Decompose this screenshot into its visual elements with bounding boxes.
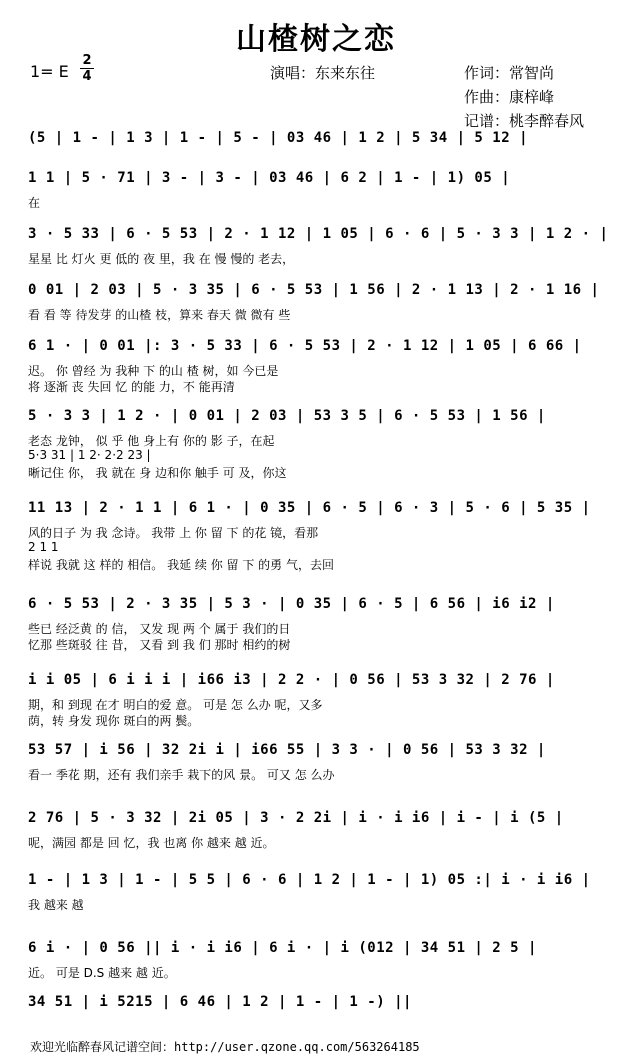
notation-row: 0 01 | 2 03 | 5 · 3 35 | 6 · 5 53 | 1 56 | 2 · 1 13 | 2 · 1 16 | (28, 282, 600, 298)
key-signature: 1= E (30, 62, 69, 81)
lyric-line: 看一 季花 期，还有 我们亲手 栽下的风 景。 可又 怎 么办 (28, 768, 335, 782)
notation-row: 34 51 | i 5215 | 6 46 | 1 2 | 1 - | 1 -) || (28, 994, 412, 1010)
notation-row: 6 · 5 53 | 2 · 3 35 | 5 3 · | 0 35 | 6 · 5 | 6 56 | i6 i2 | (28, 596, 555, 612)
notation-row: 1 1 | 5 · 71 | 3 - | 3 - | 03 46 | 6 2 | 1 - | 1) 05 | (28, 170, 511, 186)
lyric-line: 样说 我就 这 样的 相信。 我延 续 你 留 下 的勇 气，去回 (28, 558, 334, 572)
time-signature (80, 54, 94, 83)
notation-row: (5 | 1 - | 1 3 | 1 - | 5 - | 03 46 | 1 2 | 5 34 | 5 12 | (28, 130, 529, 146)
transcriber-credit: 记谱：桃李醉春风 (464, 112, 585, 130)
lyric-line: 迟。 你 曾经 为 我种 下 的山 楂 树，如 今已是 (28, 364, 279, 378)
lyric-line: 些已 经泛黄 的 信， 又发 现 两 个 属于 我们的日 (28, 622, 291, 636)
notation-row: 53 57 | i 56 | 32 2i i | i66 55 | 3 3 · | 0 56 | 53 3 32 | (28, 742, 546, 758)
lyric-line: 期，和 到现 在才 明白的爱 意。 可是 怎 么办 呢，又多 (28, 698, 323, 712)
notation-row: 6 i · | 0 56 || i · i i6 | 6 i · | i (012 | 34 51 | 2 5 | (28, 940, 537, 956)
singer-credit: 演唱：东来东往 (270, 64, 376, 82)
lyric-line: 荫，转 身发 现你 斑白的两 鬓。 (28, 714, 200, 728)
lyric-line: 忆那 些斑驳 往 昔， 又看 到 我 们 那时 相约的树 (28, 638, 291, 652)
notation-row: 3 · 5 33 | 6 · 5 53 | 2 · 1 12 | 1 05 | 6 · 6 | 5 · 3 3 | 1 2 · | (28, 226, 609, 242)
lyric-line: 将 逐渐 丧 失回 忆 的能 力，不 能再清 (28, 380, 235, 394)
lyric-line: 老态 龙钟， 似 乎 他 身上有 你的 影 子，在起 (28, 434, 275, 448)
lyric-line: 2 1 1 (28, 540, 59, 554)
lyric-line: 看 看 等 待发芽 的山楂 枝，算来 春天 微 微有 些 (28, 308, 291, 322)
lyric-line: 在 (28, 196, 41, 210)
lyric-line: 风的日子 为 我 念诗。 我带 上 你 留 下 的花 镜，看那 (28, 526, 319, 540)
notation-row: 11 13 | 2 · 1 1 | 6 1 · | 0 35 | 6 · 5 | 6 · 3 | 5 · 6 | 5 35 | (28, 500, 591, 516)
footer-credit: 欢迎光临醉春风记谱空间：http://user.qzone.qq.com/563264185 (30, 1040, 420, 1054)
notation-row: i i 05 | 6 i i i | i66 i3 | 2 2 · | 0 56 | 53 3 32 | 2 76 | (28, 672, 555, 688)
song-title: 山楂树之恋 (236, 22, 396, 57)
notation-row: 2 76 | 5 · 3 32 | 2i 05 | 3 · 2 2i | i · i i6 | i - | i (5 | (28, 810, 564, 826)
lyric-line: 晰记住 你， 我 就在 身 边和你 触手 可 及，你这 (28, 466, 287, 480)
composer-credit: 作曲：康梓峰 (464, 88, 555, 106)
lyricist-credit: 作词：常智尚 (464, 64, 555, 82)
notation-row: 5 · 3 3 | 1 2 · | 0 01 | 2 03 | 53 3 5 | 6 · 5 53 | 1 56 | (28, 408, 546, 424)
notation-row: 1 - | 1 3 | 1 - | 5 5 | 6 · 6 | 1 2 | 1 - | 1) 05 :| i · i i6 | (28, 872, 591, 888)
time-signature-top: 2 (82, 53, 92, 68)
notation-row: 6 1 · | 0 01 |: 3 · 5 33 | 6 · 5 53 | 2 · 1 12 | 1 05 | 6 66 | (28, 338, 582, 354)
lyric-line: 星星 比 灯火 更 低的 夜 里，我 在 慢 慢的 老去， (28, 252, 295, 266)
lyric-line: 近。 可是 D.S 越来 越 近。 (28, 966, 176, 980)
time-signature-bottom: 4 (82, 69, 92, 84)
lyric-line: 呢，满园 都是 回 忆，我 也离 你 越来 越 近。 (28, 836, 275, 850)
lyric-line: 5·3 31 | 1 2· 2·2 23 | (28, 448, 151, 462)
lyric-line: 我 越来 越 (28, 898, 84, 912)
